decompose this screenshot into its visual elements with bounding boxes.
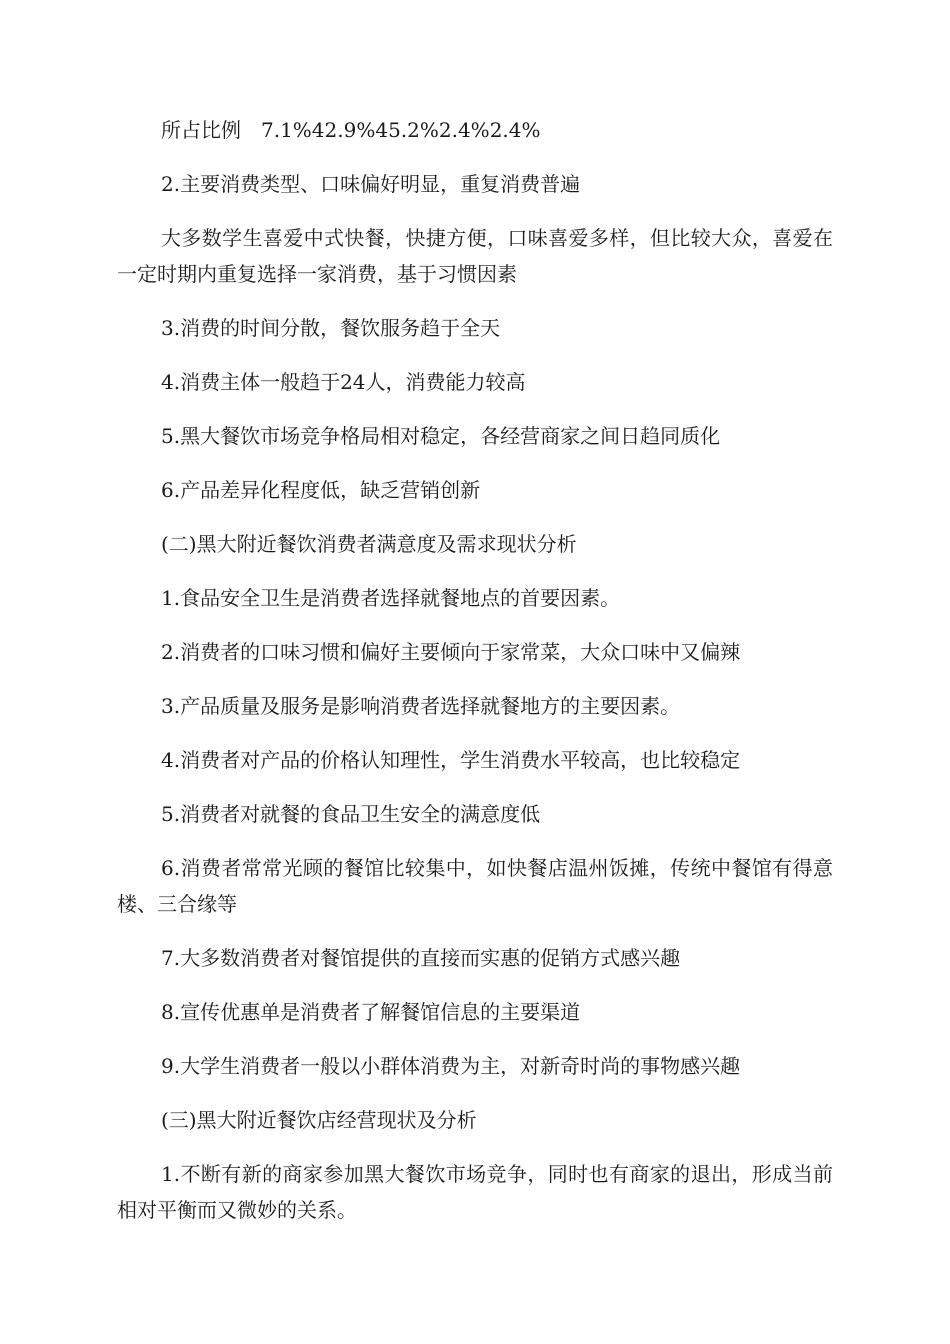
ratio-line: 所占比例 7.1%42.9%45.2%2.4%2.4% — [161, 118, 541, 142]
list-item: 9.大学生消费者一般以小群体消费为主，对新奇时尚的事物感兴趣 — [161, 1054, 741, 1078]
list-item: 4.消费主体一般趋于24人，消费能力较高 — [161, 370, 526, 394]
section-heading: (二)黑大附近餐饮消费者满意度及需求现状分析 — [161, 532, 577, 556]
list-item: 6.消费者常常光顾的餐馆比较集中，如快餐店温州饭摊，传统中餐馆有得意楼、三合缘等 — [117, 856, 833, 916]
list-item: 6.产品差异化程度低，缺乏营销创新 — [161, 478, 481, 502]
list-item: 1.食品安全卫生是消费者选择就餐地点的首要因素。 — [161, 586, 621, 610]
list-item: 3.产品质量及服务是影响消费者选择就餐地方的主要因素。 — [161, 694, 681, 718]
body-paragraph: 大多数学生喜爱中式快餐，快捷方便，口味喜爱多样，但比较大众，喜爱在一定时期内重复选择一家消费，基于习惯因素 — [117, 226, 833, 286]
list-item: 1.不断有新的商家参加黑大餐饮市场竞争，同时也有商家的退出，形成当前相对平衡而又微妙的关系。 — [117, 1162, 833, 1222]
section-heading: (三)黑大附近餐饮店经营现状及分析 — [161, 1108, 477, 1132]
list-item: 8.宣传优惠单是消费者了解餐馆信息的主要渠道 — [161, 1000, 581, 1024]
list-item: 7.大多数消费者对餐馆提供的直接而实惠的促销方式感兴趣 — [161, 946, 681, 970]
list-item: 2.消费者的口味习惯和偏好主要倾向于家常菜，大众口味中又偏辣 — [161, 640, 741, 664]
list-item: 5.黑大餐饮市场竞争格局相对稳定，各经营商家之间日趋同质化 — [161, 424, 721, 448]
section-heading: 2.主要消费类型、口味偏好明显，重复消费普遍 — [161, 172, 581, 196]
list-item: 3.消费的时间分散，餐饮服务趋于全天 — [161, 316, 501, 340]
list-item: 5.消费者对就餐的食品卫生安全的满意度低 — [161, 802, 541, 826]
list-item: 4.消费者对产品的价格认知理性，学生消费水平较高，也比较稳定 — [161, 748, 741, 772]
